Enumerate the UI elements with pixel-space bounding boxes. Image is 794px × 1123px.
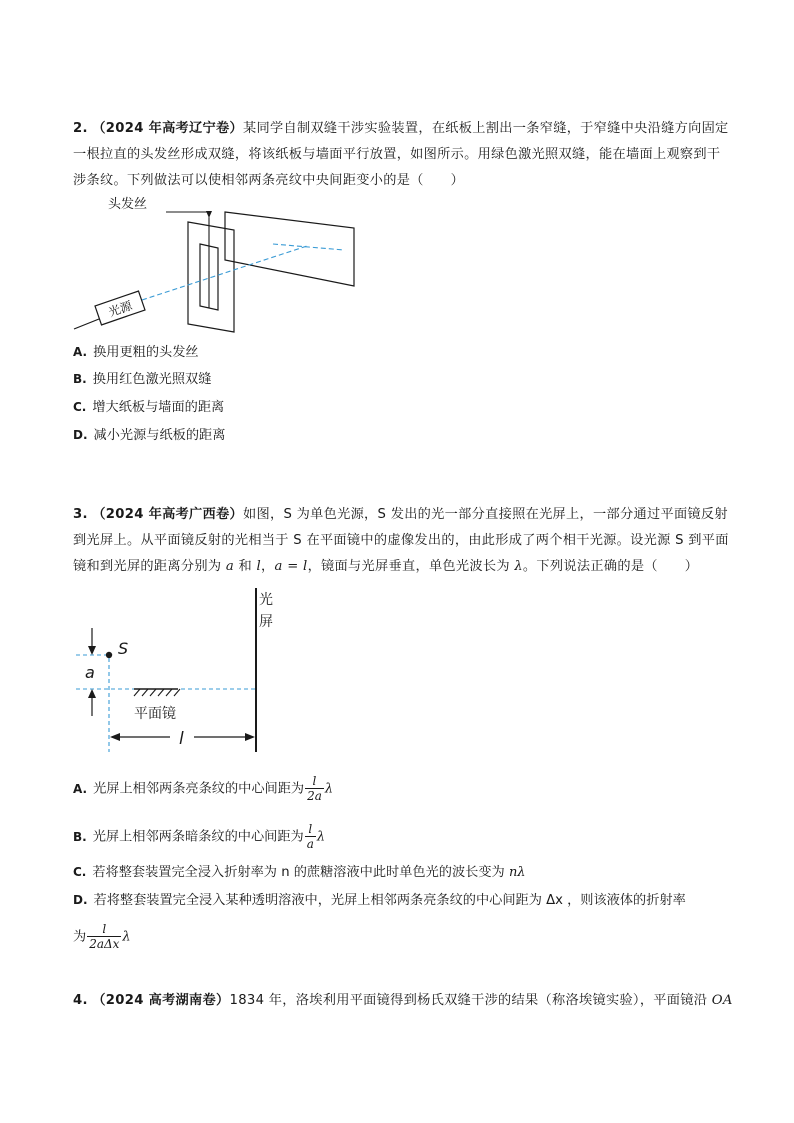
option-label: C. xyxy=(73,865,87,879)
var-l: l xyxy=(256,559,262,574)
fraction xyxy=(305,774,324,803)
l-arrow-right-head xyxy=(245,733,255,741)
option-text: 换用红色激光照双缝 xyxy=(92,372,212,387)
question-source: （2024 年高考广西卷） xyxy=(92,507,243,522)
segment-oa: OA xyxy=(711,993,733,1008)
option-text: 若将整套装置完全浸入折射率为 n 的蔗糖溶液中此时单色光的波长变为 xyxy=(92,865,509,880)
option-text: 光屏上相邻两条暗条纹的中心间距为 xyxy=(92,829,304,845)
question-number: 4. xyxy=(73,993,88,1008)
question-number: 3. xyxy=(73,507,88,522)
fraction-numerator: l xyxy=(312,774,317,788)
question-text: 1834 年，洛埃利用平面镜得到杨氏双缝干涉的结果（称洛埃镜实验），平面镜沿 xyxy=(229,993,712,1008)
cable xyxy=(74,319,99,329)
fraction-denominator: 2a xyxy=(307,789,322,803)
var-a: a xyxy=(225,559,235,574)
fringe-line xyxy=(273,244,344,250)
question-text: ， xyxy=(261,559,275,574)
lambda: λ xyxy=(324,781,334,797)
condition: a = l xyxy=(274,559,308,574)
lloyd-mirror-figure xyxy=(70,584,290,756)
option-label: A. xyxy=(73,345,88,359)
light-source-point xyxy=(106,652,112,658)
q2-option-c[interactable] xyxy=(73,397,224,418)
question-text: 和 xyxy=(234,559,257,574)
mirror-label: 平面镜 xyxy=(134,706,176,722)
l-label: l xyxy=(179,729,184,749)
q3-option-d-continued xyxy=(73,922,131,951)
q2-option-b[interactable] xyxy=(73,369,211,390)
option-text: 光屏上相邻两条亮条纹的中心间距为 xyxy=(93,781,305,797)
wall-screen xyxy=(225,212,354,286)
option-text: 若将整套装置完全浸入某种透明溶液中，光屏上相邻两条亮条纹的中心间距为 Δx ，则该液体的折射率 xyxy=(93,893,686,908)
source-label: S xyxy=(118,639,129,658)
q3-option-b[interactable] xyxy=(73,822,325,851)
option-label: B. xyxy=(73,829,87,844)
screen-label-1: 光 xyxy=(259,592,273,608)
question-3-stem xyxy=(73,502,733,580)
a-arrow-top-head xyxy=(88,646,96,655)
q3-option-a[interactable] xyxy=(73,774,333,803)
n-lambda: nλ xyxy=(508,865,526,880)
hair-label: 头发丝 xyxy=(108,197,148,212)
q3-option-c[interactable] xyxy=(73,862,526,883)
question-source: （2024 年高考辽宁卷） xyxy=(92,121,243,136)
question-2-stem xyxy=(73,116,733,194)
hair-pointer xyxy=(166,212,209,218)
option-label: D. xyxy=(73,893,88,907)
double-slit-figure xyxy=(70,196,370,342)
option-label: B. xyxy=(73,372,87,386)
question-text: ，镜面与光屏垂直，单色光波长为 xyxy=(307,559,515,574)
fraction-numerator: l xyxy=(102,922,107,936)
fraction xyxy=(305,822,316,851)
question-text: 某同学自制双缝干涉实验装置，在纸板上割出一条窄缝，于窄缝中央沿缝方向固定一根拉直的头发丝形成双缝，将该纸板与墙面平行放置，如图所示。用绿色激光照双缝，能在墙面上观察到干涉条纹。下列做法可以使相邻两条亮纹中央间距变小的是（ ） xyxy=(73,121,729,188)
option-text: 增大纸板与墙面的距离 xyxy=(92,400,225,415)
option-text: 为 xyxy=(73,929,87,945)
fraction-denominator: 2aΔx xyxy=(89,937,120,951)
option-text: 换用更粗的头发丝 xyxy=(93,345,199,360)
option-label: C. xyxy=(73,400,87,414)
option-text: 减小光源与纸板的距离 xyxy=(93,428,226,443)
lambda: λ xyxy=(122,929,131,945)
question-4-stem xyxy=(73,988,733,1014)
fraction-numerator: l xyxy=(308,822,313,836)
light-source-label: 光源 xyxy=(106,298,134,320)
q2-option-d[interactable] xyxy=(73,425,225,446)
question-text: 。下列说法正确的是（ ） xyxy=(522,559,699,574)
l-arrow-left-head xyxy=(110,733,120,741)
question-source: （2024 高考湖南卷） xyxy=(92,993,230,1008)
lambda: λ xyxy=(316,829,326,845)
fraction xyxy=(87,922,121,951)
hair-pointer-arrow xyxy=(206,211,212,218)
question-text: 如图，S 为单色光源，S 发出的光一部分直接照在光屏上，一部分通过平面镜反射到光屏上。从平面镜反射的光相当于 S 在平面镜中的虚像发出的，由此形成了两个相干光源。设光源 S 到平面镜和到光屏的距离分别为 xyxy=(73,507,729,574)
option-label: A. xyxy=(73,781,88,796)
screen-label-2: 屏 xyxy=(259,614,273,630)
question-number: 2. xyxy=(73,121,88,136)
a-label: a xyxy=(85,663,95,682)
mirror-hatching xyxy=(134,689,180,696)
lambda: λ xyxy=(514,559,523,574)
option-label: D. xyxy=(73,428,88,442)
q2-option-a[interactable] xyxy=(73,342,199,363)
q3-option-d[interactable] xyxy=(73,890,686,911)
fraction-denominator: a xyxy=(306,837,314,851)
a-arrow-bottom-head xyxy=(88,689,96,698)
